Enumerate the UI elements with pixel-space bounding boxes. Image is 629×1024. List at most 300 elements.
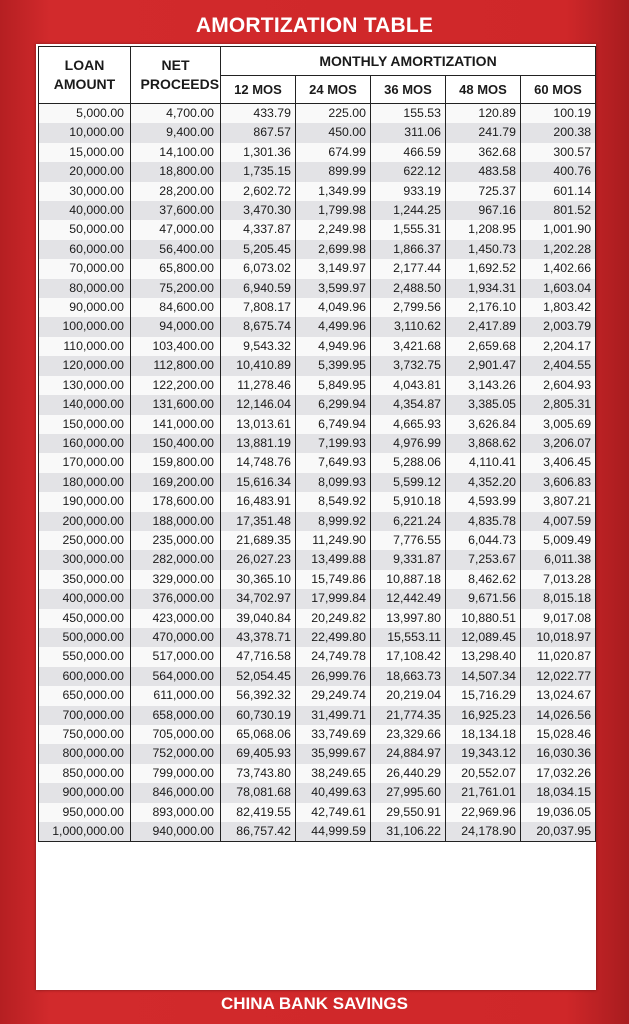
amort-48-cell: 4,110.41 — [446, 453, 521, 472]
table-row — [39, 647, 596, 666]
net-proceeds-cell: 178,600.00 — [131, 492, 221, 511]
net-proceeds-cell: 18,800.00 — [131, 162, 221, 181]
table-row — [39, 492, 596, 511]
header-loan-amount — [39, 47, 131, 104]
net-proceeds-cell: 37,600.00 — [131, 201, 221, 220]
table-row — [39, 744, 596, 763]
amort-12-cell: 52,054.45 — [221, 667, 296, 686]
amort-48-cell: 4,593.99 — [446, 492, 521, 511]
loan-amount-cell: 750,000.00 — [39, 725, 131, 744]
table-row — [39, 298, 596, 317]
amort-36-cell: 9,331.87 — [371, 550, 446, 569]
loan-amount-cell: 850,000.00 — [39, 764, 131, 783]
amort-24-cell: 8,099.93 — [296, 473, 371, 492]
loan-amount-cell: 80,000.00 — [39, 279, 131, 298]
amort-24-cell: 2,249.98 — [296, 220, 371, 239]
amort-60-cell: 100.19 — [521, 104, 596, 124]
amort-12-cell: 12,146.04 — [221, 395, 296, 414]
amort-24-cell: 4,499.96 — [296, 317, 371, 336]
net-proceeds-cell: 131,600.00 — [131, 395, 221, 414]
amort-60-cell: 2,805.31 — [521, 395, 596, 414]
net-proceeds-cell: 94,000.00 — [131, 317, 221, 336]
net-proceeds-cell: 84,600.00 — [131, 298, 221, 317]
amort-60-cell: 9,017.08 — [521, 609, 596, 628]
amort-48-cell: 7,253.67 — [446, 550, 521, 569]
loan-amount-cell: 120,000.00 — [39, 356, 131, 375]
loan-amount-cell: 90,000.00 — [39, 298, 131, 317]
amort-36-cell: 5,599.12 — [371, 473, 446, 492]
amort-48-cell: 12,089.45 — [446, 628, 521, 647]
amort-24-cell: 8,549.92 — [296, 492, 371, 511]
amort-12-cell: 47,716.58 — [221, 647, 296, 666]
table-row — [39, 356, 596, 375]
loan-amount-cell: 650,000.00 — [39, 686, 131, 705]
loan-amount-cell: 300,000.00 — [39, 550, 131, 569]
loan-amount-cell: 950,000.00 — [39, 803, 131, 822]
amort-60-cell: 11,020.87 — [521, 647, 596, 666]
amort-60-cell: 1,603.04 — [521, 279, 596, 298]
amort-60-cell: 14,026.56 — [521, 706, 596, 725]
amort-36-cell: 4,976.99 — [371, 434, 446, 453]
amort-12-cell: 43,378.71 — [221, 628, 296, 647]
amort-60-cell: 8,015.18 — [521, 589, 596, 608]
amort-12-cell: 3,470.30 — [221, 201, 296, 220]
amort-24-cell: 1,349.99 — [296, 182, 371, 201]
loan-amount-cell: 100,000.00 — [39, 317, 131, 336]
amort-48-cell: 967.16 — [446, 201, 521, 220]
amort-36-cell: 4,354.87 — [371, 395, 446, 414]
amort-48-cell: 8,462.62 — [446, 570, 521, 589]
amort-36-cell: 27,995.60 — [371, 783, 446, 802]
amort-12-cell: 8,675.74 — [221, 317, 296, 336]
amort-12-cell: 73,743.80 — [221, 764, 296, 783]
amort-24-cell: 2,699.98 — [296, 240, 371, 259]
table-row — [39, 803, 596, 822]
amort-24-cell: 6,749.94 — [296, 415, 371, 434]
loan-amount-cell: 70,000.00 — [39, 259, 131, 278]
amort-60-cell: 3,005.69 — [521, 415, 596, 434]
header-term: 36 MOS — [371, 76, 446, 104]
header-term: 48 MOS — [446, 76, 521, 104]
loan-amount-cell: 1,000,000.00 — [39, 822, 131, 842]
amort-24-cell: 31,499.71 — [296, 706, 371, 725]
amort-36-cell: 1,244.25 — [371, 201, 446, 220]
net-proceeds-cell: 159,800.00 — [131, 453, 221, 472]
amort-36-cell: 4,043.81 — [371, 376, 446, 395]
amort-36-cell: 311.06 — [371, 123, 446, 142]
net-proceeds-cell: 376,000.00 — [131, 589, 221, 608]
header-monthly-amortization: MONTHLY AMORTIZATION — [221, 47, 596, 76]
amort-48-cell: 2,176.10 — [446, 298, 521, 317]
loan-amount-cell: 60,000.00 — [39, 240, 131, 259]
amort-36-cell: 2,488.50 — [371, 279, 446, 298]
net-proceeds-cell: 169,200.00 — [131, 473, 221, 492]
amort-24-cell: 13,499.88 — [296, 550, 371, 569]
loan-amount-cell: 20,000.00 — [39, 162, 131, 181]
net-proceeds-cell: 235,000.00 — [131, 531, 221, 550]
amort-60-cell: 1,001.90 — [521, 220, 596, 239]
net-proceeds-cell: 14,100.00 — [131, 143, 221, 162]
amort-60-cell: 4,007.59 — [521, 512, 596, 531]
table-row — [39, 512, 596, 531]
amort-12-cell: 17,351.48 — [221, 512, 296, 531]
amort-12-cell: 14,748.76 — [221, 453, 296, 472]
net-proceeds-cell: 122,200.00 — [131, 376, 221, 395]
amort-60-cell: 18,034.15 — [521, 783, 596, 802]
table-row — [39, 434, 596, 453]
amort-48-cell: 14,507.34 — [446, 667, 521, 686]
loan-amount-cell: 800,000.00 — [39, 744, 131, 763]
amort-12-cell: 1,301.36 — [221, 143, 296, 162]
amort-36-cell: 155.53 — [371, 104, 446, 124]
amort-12-cell: 65,068.06 — [221, 725, 296, 744]
header-net-proceeds — [131, 47, 221, 104]
amort-36-cell: 2,177.44 — [371, 259, 446, 278]
amort-60-cell: 2,404.55 — [521, 356, 596, 375]
loan-amount-cell: 200,000.00 — [39, 512, 131, 531]
amort-60-cell: 20,037.95 — [521, 822, 596, 842]
amort-24-cell: 20,249.82 — [296, 609, 371, 628]
amort-48-cell: 1,934.31 — [446, 279, 521, 298]
amort-36-cell: 3,732.75 — [371, 356, 446, 375]
header-term: 60 MOS — [521, 76, 596, 104]
amort-60-cell: 6,011.38 — [521, 550, 596, 569]
amort-24-cell: 44,999.59 — [296, 822, 371, 842]
amort-48-cell: 21,761.01 — [446, 783, 521, 802]
amort-48-cell: 1,450.73 — [446, 240, 521, 259]
amort-36-cell: 18,663.73 — [371, 667, 446, 686]
table-row — [39, 531, 596, 550]
amort-60-cell: 16,030.36 — [521, 744, 596, 763]
amort-12-cell: 4,337.87 — [221, 220, 296, 239]
amort-24-cell: 5,849.95 — [296, 376, 371, 395]
table-row — [39, 279, 596, 298]
amort-48-cell: 3,626.84 — [446, 415, 521, 434]
amort-48-cell: 2,901.47 — [446, 356, 521, 375]
loan-amount-cell: 130,000.00 — [39, 376, 131, 395]
net-proceeds-cell: 141,000.00 — [131, 415, 221, 434]
table-row — [39, 589, 596, 608]
net-proceeds-cell: 188,000.00 — [131, 512, 221, 531]
loan-amount-cell: 170,000.00 — [39, 453, 131, 472]
amort-24-cell: 1,799.98 — [296, 201, 371, 220]
table-row — [39, 609, 596, 628]
amort-60-cell: 300.57 — [521, 143, 596, 162]
amort-60-cell: 3,606.83 — [521, 473, 596, 492]
table-row — [39, 220, 596, 239]
amort-24-cell: 42,749.61 — [296, 803, 371, 822]
amort-60-cell: 1,402.66 — [521, 259, 596, 278]
amort-48-cell: 19,343.12 — [446, 744, 521, 763]
amort-48-cell: 3,385.05 — [446, 395, 521, 414]
loan-amount-cell: 350,000.00 — [39, 570, 131, 589]
table-row — [39, 628, 596, 647]
table-row — [39, 317, 596, 336]
amort-24-cell: 35,999.67 — [296, 744, 371, 763]
net-proceeds-cell: 564,000.00 — [131, 667, 221, 686]
net-proceeds-cell: 75,200.00 — [131, 279, 221, 298]
amort-24-cell: 22,499.80 — [296, 628, 371, 647]
table-row — [39, 182, 596, 201]
table-row — [39, 259, 596, 278]
amort-36-cell: 622.12 — [371, 162, 446, 181]
amort-36-cell: 23,329.66 — [371, 725, 446, 744]
amort-60-cell: 15,028.46 — [521, 725, 596, 744]
amort-36-cell: 933.19 — [371, 182, 446, 201]
amort-48-cell: 1,208.95 — [446, 220, 521, 239]
amort-12-cell: 11,278.46 — [221, 376, 296, 395]
amort-48-cell: 3,143.26 — [446, 376, 521, 395]
amort-24-cell: 899.99 — [296, 162, 371, 181]
amort-36-cell: 5,910.18 — [371, 492, 446, 511]
amort-36-cell: 12,442.49 — [371, 589, 446, 608]
amort-48-cell: 241.79 — [446, 123, 521, 142]
table-row — [39, 123, 596, 142]
amort-48-cell: 1,692.52 — [446, 259, 521, 278]
amort-36-cell: 10,887.18 — [371, 570, 446, 589]
loan-amount-cell: 700,000.00 — [39, 706, 131, 725]
amort-24-cell: 40,499.63 — [296, 783, 371, 802]
loan-amount-cell: 50,000.00 — [39, 220, 131, 239]
table-row — [39, 550, 596, 569]
amort-12-cell: 5,205.45 — [221, 240, 296, 259]
table-row — [39, 473, 596, 492]
table-row — [39, 395, 596, 414]
loan-amount-cell: 190,000.00 — [39, 492, 131, 511]
amort-60-cell: 7,013.28 — [521, 570, 596, 589]
net-proceeds-cell: 47,000.00 — [131, 220, 221, 239]
amort-12-cell: 30,365.10 — [221, 570, 296, 589]
amort-24-cell: 15,749.86 — [296, 570, 371, 589]
loan-amount-cell: 180,000.00 — [39, 473, 131, 492]
loan-amount-cell: 110,000.00 — [39, 337, 131, 356]
amort-36-cell: 3,110.62 — [371, 317, 446, 336]
table-row — [39, 337, 596, 356]
header-term: 24 MOS — [296, 76, 371, 104]
amort-12-cell: 56,392.32 — [221, 686, 296, 705]
amort-24-cell: 8,999.92 — [296, 512, 371, 531]
amort-12-cell: 7,808.17 — [221, 298, 296, 317]
table-row — [39, 764, 596, 783]
amort-12-cell: 867.57 — [221, 123, 296, 142]
header-term: 12 MOS — [221, 76, 296, 104]
amort-12-cell: 78,081.68 — [221, 783, 296, 802]
amort-48-cell: 22,969.96 — [446, 803, 521, 822]
footer-brand: CHINA BANK SAVINGS — [220, 994, 408, 1013]
amort-36-cell: 31,106.22 — [371, 822, 446, 842]
amort-24-cell: 38,249.65 — [296, 764, 371, 783]
net-proceeds-cell: 752,000.00 — [131, 744, 221, 763]
amort-12-cell: 433.79 — [221, 104, 296, 124]
amort-36-cell: 466.59 — [371, 143, 446, 162]
loan-amount-cell: 450,000.00 — [39, 609, 131, 628]
amort-12-cell: 2,602.72 — [221, 182, 296, 201]
amort-48-cell: 725.37 — [446, 182, 521, 201]
amort-24-cell: 4,049.96 — [296, 298, 371, 317]
amort-24-cell: 11,249.90 — [296, 531, 371, 550]
table-row — [39, 783, 596, 802]
header-net-proceeds-label: NET PROCEEDS — [140, 57, 220, 92]
amort-60-cell: 1,803.42 — [521, 298, 596, 317]
amort-36-cell: 4,665.93 — [371, 415, 446, 434]
amort-24-cell: 450.00 — [296, 123, 371, 142]
net-proceeds-cell: 112,800.00 — [131, 356, 221, 375]
amort-36-cell: 7,776.55 — [371, 531, 446, 550]
loan-amount-cell: 10,000.00 — [39, 123, 131, 142]
amort-36-cell: 1,555.31 — [371, 220, 446, 239]
amort-60-cell: 2,604.93 — [521, 376, 596, 395]
amort-48-cell: 10,880.51 — [446, 609, 521, 628]
amort-60-cell: 10,018.97 — [521, 628, 596, 647]
table-row — [39, 104, 596, 124]
amort-48-cell: 4,352.20 — [446, 473, 521, 492]
amort-24-cell: 5,399.95 — [296, 356, 371, 375]
table-row — [39, 667, 596, 686]
amort-12-cell: 86,757.42 — [221, 822, 296, 842]
amort-24-cell: 6,299.94 — [296, 395, 371, 414]
loan-amount-cell: 900,000.00 — [39, 783, 131, 802]
amort-24-cell: 3,149.97 — [296, 259, 371, 278]
amort-48-cell: 483.58 — [446, 162, 521, 181]
amort-48-cell: 18,134.18 — [446, 725, 521, 744]
amort-12-cell: 34,702.97 — [221, 589, 296, 608]
amort-24-cell: 7,199.93 — [296, 434, 371, 453]
loan-amount-cell: 600,000.00 — [39, 667, 131, 686]
amort-12-cell: 15,616.34 — [221, 473, 296, 492]
amort-60-cell: 400.76 — [521, 162, 596, 181]
amort-12-cell: 60,730.19 — [221, 706, 296, 725]
amortization-table — [38, 46, 596, 842]
net-proceeds-cell: 517,000.00 — [131, 647, 221, 666]
amort-48-cell: 3,868.62 — [446, 434, 521, 453]
loan-amount-cell: 140,000.00 — [39, 395, 131, 414]
loan-amount-cell: 150,000.00 — [39, 415, 131, 434]
amort-12-cell: 16,483.91 — [221, 492, 296, 511]
net-proceeds-cell: 4,700.00 — [131, 104, 221, 124]
amort-24-cell: 225.00 — [296, 104, 371, 124]
amort-24-cell: 3,599.97 — [296, 279, 371, 298]
amort-36-cell: 1,866.37 — [371, 240, 446, 259]
table-title: AMORTIZATION TABLE — [195, 14, 434, 37]
amort-60-cell: 12,022.77 — [521, 667, 596, 686]
amort-24-cell: 29,249.74 — [296, 686, 371, 705]
amort-60-cell: 5,009.49 — [521, 531, 596, 550]
loan-amount-cell: 400,000.00 — [39, 589, 131, 608]
net-proceeds-cell: 28,200.00 — [131, 182, 221, 201]
amort-48-cell: 16,925.23 — [446, 706, 521, 725]
amort-12-cell: 9,543.32 — [221, 337, 296, 356]
table-row — [39, 376, 596, 395]
amort-36-cell: 13,997.80 — [371, 609, 446, 628]
amort-60-cell: 13,024.67 — [521, 686, 596, 705]
loan-amount-cell: 550,000.00 — [39, 647, 131, 666]
loan-amount-cell: 160,000.00 — [39, 434, 131, 453]
amort-24-cell: 24,749.78 — [296, 647, 371, 666]
amort-24-cell: 674.99 — [296, 143, 371, 162]
amort-12-cell: 13,013.61 — [221, 415, 296, 434]
amort-48-cell: 120.89 — [446, 104, 521, 124]
amort-12-cell: 26,027.23 — [221, 550, 296, 569]
net-proceeds-cell: 329,000.00 — [131, 570, 221, 589]
net-proceeds-cell: 705,000.00 — [131, 725, 221, 744]
amort-60-cell: 601.14 — [521, 182, 596, 201]
table-row — [39, 201, 596, 220]
amort-24-cell: 17,999.84 — [296, 589, 371, 608]
table-body — [39, 104, 596, 842]
loan-amount-cell: 30,000.00 — [39, 182, 131, 201]
amort-48-cell: 24,178.90 — [446, 822, 521, 842]
amort-48-cell: 15,716.29 — [446, 686, 521, 705]
loan-amount-cell: 500,000.00 — [39, 628, 131, 647]
amort-48-cell: 20,552.07 — [446, 764, 521, 783]
amort-60-cell: 801.52 — [521, 201, 596, 220]
net-proceeds-cell: 846,000.00 — [131, 783, 221, 802]
amort-48-cell: 9,671.56 — [446, 589, 521, 608]
table-row — [39, 706, 596, 725]
table-row — [39, 240, 596, 259]
amort-60-cell: 2,204.17 — [521, 337, 596, 356]
net-proceeds-cell: 150,400.00 — [131, 434, 221, 453]
amort-24-cell: 26,999.76 — [296, 667, 371, 686]
table-row — [39, 570, 596, 589]
amort-60-cell: 3,807.21 — [521, 492, 596, 511]
net-proceeds-cell: 9,400.00 — [131, 123, 221, 142]
loan-amount-cell: 5,000.00 — [39, 104, 131, 124]
net-proceeds-cell: 611,000.00 — [131, 686, 221, 705]
amort-12-cell: 21,689.35 — [221, 531, 296, 550]
loan-amount-cell: 40,000.00 — [39, 201, 131, 220]
amort-60-cell: 200.38 — [521, 123, 596, 142]
net-proceeds-cell: 423,000.00 — [131, 609, 221, 628]
amort-36-cell: 26,440.29 — [371, 764, 446, 783]
amort-48-cell: 2,417.89 — [446, 317, 521, 336]
net-proceeds-cell: 103,400.00 — [131, 337, 221, 356]
table-row — [39, 143, 596, 162]
amort-48-cell: 362.68 — [446, 143, 521, 162]
amort-12-cell: 82,419.55 — [221, 803, 296, 822]
amort-36-cell: 17,108.42 — [371, 647, 446, 666]
amort-36-cell: 2,799.56 — [371, 298, 446, 317]
net-proceeds-cell: 282,000.00 — [131, 550, 221, 569]
amort-60-cell: 19,036.05 — [521, 803, 596, 822]
loan-amount-cell: 250,000.00 — [39, 531, 131, 550]
amort-12-cell: 6,073.02 — [221, 259, 296, 278]
amort-48-cell: 2,659.68 — [446, 337, 521, 356]
amort-48-cell: 13,298.40 — [446, 647, 521, 666]
net-proceeds-cell: 893,000.00 — [131, 803, 221, 822]
net-proceeds-cell: 56,400.00 — [131, 240, 221, 259]
amort-48-cell: 6,044.73 — [446, 531, 521, 550]
table-row — [39, 162, 596, 181]
net-proceeds-cell: 799,000.00 — [131, 764, 221, 783]
amort-36-cell: 15,553.11 — [371, 628, 446, 647]
net-proceeds-cell: 470,000.00 — [131, 628, 221, 647]
loan-amount-cell: 15,000.00 — [39, 143, 131, 162]
net-proceeds-cell: 658,000.00 — [131, 706, 221, 725]
amort-60-cell: 3,406.45 — [521, 453, 596, 472]
amort-60-cell: 2,003.79 — [521, 317, 596, 336]
amort-36-cell: 21,774.35 — [371, 706, 446, 725]
amort-48-cell: 4,835.78 — [446, 512, 521, 531]
amort-12-cell: 10,410.89 — [221, 356, 296, 375]
amort-60-cell: 3,206.07 — [521, 434, 596, 453]
table-row — [39, 453, 596, 472]
amort-12-cell: 6,940.59 — [221, 279, 296, 298]
table-row — [39, 686, 596, 705]
amort-60-cell: 17,032.26 — [521, 764, 596, 783]
table-row — [39, 725, 596, 744]
amort-36-cell: 20,219.04 — [371, 686, 446, 705]
